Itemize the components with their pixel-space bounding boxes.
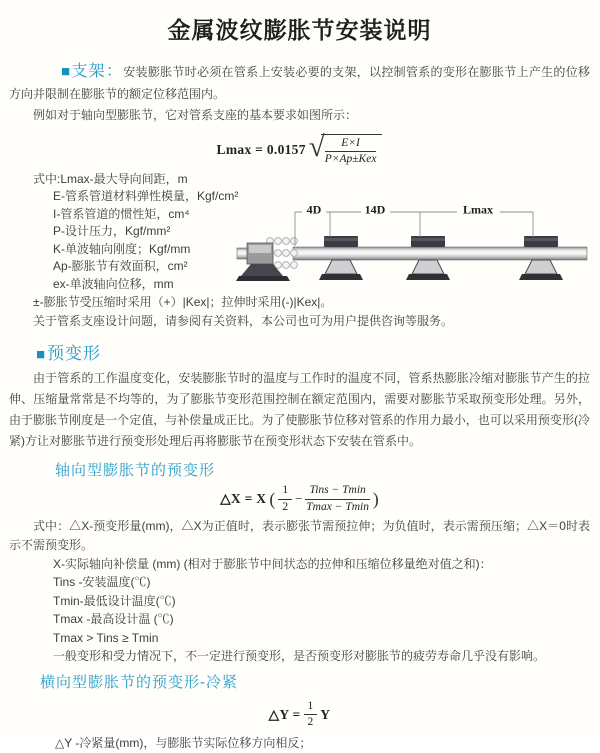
definition-line: Tins -安装温度(℃) — [53, 575, 151, 590]
lateral-predeform-formula — [9, 700, 590, 729]
formula2-definitions — [9, 517, 590, 666]
definition-line: Ap-膨胀节有效面积，cm² — [53, 259, 188, 274]
plus-minus-note: ±-膨胀节受压缩时采用（+）|Kex|；拉伸时采用(-)|Kex|。 — [33, 295, 333, 310]
pipe-support-diagram — [233, 197, 595, 299]
axial-predeform-formula — [9, 484, 590, 513]
dimension-label: 14D — [364, 202, 386, 217]
formula3-rhs: Y — [320, 706, 331, 722]
definition-line: Tmin-最低设计温度(℃) — [53, 593, 176, 608]
section-square-icon: ■ — [36, 346, 47, 364]
support-heading: 支架： — [71, 63, 124, 80]
section-square-icon: ■ — [61, 63, 71, 80]
definition-line: Tmax -最高设计温 (℃) — [53, 612, 174, 627]
temperature-fraction: $\frac{\text{Tins − Tmin}}{Tmax - Tmin}$ — [306, 484, 369, 513]
close-paren: ) — [372, 488, 379, 509]
dimension-label: 4D — [306, 202, 322, 217]
support-paragraph — [9, 61, 590, 105]
definition-line: 式中:Lmax-最大导向间距，m — [33, 171, 188, 186]
definition-line: ex-单波轴向位移，mm — [53, 276, 174, 291]
service-note: 关于管系支座设计问题，请参阅有关资料，本公司也可为用户提供咨询等服务。 — [33, 314, 454, 329]
axial-predeform-subheading: 轴向型膨胀节的预变形 — [55, 462, 216, 480]
radical-sign: √ — [308, 130, 325, 163]
support-paragraph-text: 安装膨胀节时必须在管系上安装必要的支架，以控制管系的变形在膨胀节上产生的位移方向并限制在膨胀节的额定位移范围内。 — [9, 65, 590, 101]
definition-line: K-单波轴向刚度；Kgf/mm — [53, 241, 191, 256]
definition-line: Tmax > Tins ≥ Tmin — [53, 630, 159, 645]
predeform-heading: ■预变形 — [36, 344, 102, 364]
minus-operator: − — [295, 491, 303, 507]
dimension-label: Lmax — [463, 202, 493, 217]
pipe — [293, 247, 587, 260]
definition-line: P-设计压力，Kgf/mm² — [53, 224, 171, 239]
open-paren: ( — [269, 488, 276, 509]
lateral-note: △Y -冷紧量(mm)，与膨胀节实际位移方向相反； — [55, 736, 312, 751]
page-title: 金属波纹膨胀节安装说明 — [167, 17, 432, 43]
definition-line: I-管系管道的惯性矩，cm⁴ — [53, 206, 190, 221]
half-fraction: $\frac{1}{2}$ — [278, 484, 292, 513]
formula2-lhs: △X = X — [220, 491, 267, 507]
support-example-line: 例如对于轴向型膨胀节，它对管系支座的基本要求如图所示： — [33, 108, 358, 122]
formula3-lhs: △Y = — [268, 706, 301, 722]
half-fraction: $\frac{1}{2}$ — [304, 700, 318, 729]
predeform-paragraph: 由于管系的工作温度变化，安装膨胀节时的温度与工作时的温度不同，管系热膨胀冷缩对膨胀节产生的拉伸、压缩量常常是不均等的，为了膨胀节变形范围控制在额定范围内，需要对膨胀节采取预变形处理。另外，由于膨胀节刚度是一个定值，与补偿量成正比。为了使膨胀节位移对管系的作用力最小，也可以采用预变形(冷紧)方让对膨胀节进行预变形处理后再将膨胀节在预变形状态下安装在管系中。 — [9, 371, 590, 449]
formula1-lhs: Lmax = 0.0157 — [216, 141, 306, 157]
sqrt-radical — [308, 130, 383, 166]
definition-line: E-管系管道材料弹性模量，Kgf/cm² — [53, 189, 239, 204]
guide-spacing-formula — [9, 130, 590, 166]
definition-line: X-实际轴向补偿量 (mm) (相对于膨胀节中间状态的拉伸和压缩位移量绝对值之和)： — [53, 556, 492, 571]
definition-line: 式中：△X-预变形量(mm)，△X为正值时，表示膨张节需预拉伸；为负值时，表示需预压缩；△X＝0时表示不需预变形。 — [9, 518, 590, 552]
formula1-fraction: $\frac{E\times I}{\text{P×Ap±Kex}}$ — [324, 136, 377, 165]
conclusion-line: 一般变形和受力情况下，不一定进行预变形，是否预变形对膨胀节的疲劳寿命几乎没有影响。 — [53, 649, 546, 664]
formula1-definitions — [9, 171, 590, 294]
lateral-predeform-subheading: 横向型膨胀节的预变形-冷紧 — [40, 673, 238, 691]
